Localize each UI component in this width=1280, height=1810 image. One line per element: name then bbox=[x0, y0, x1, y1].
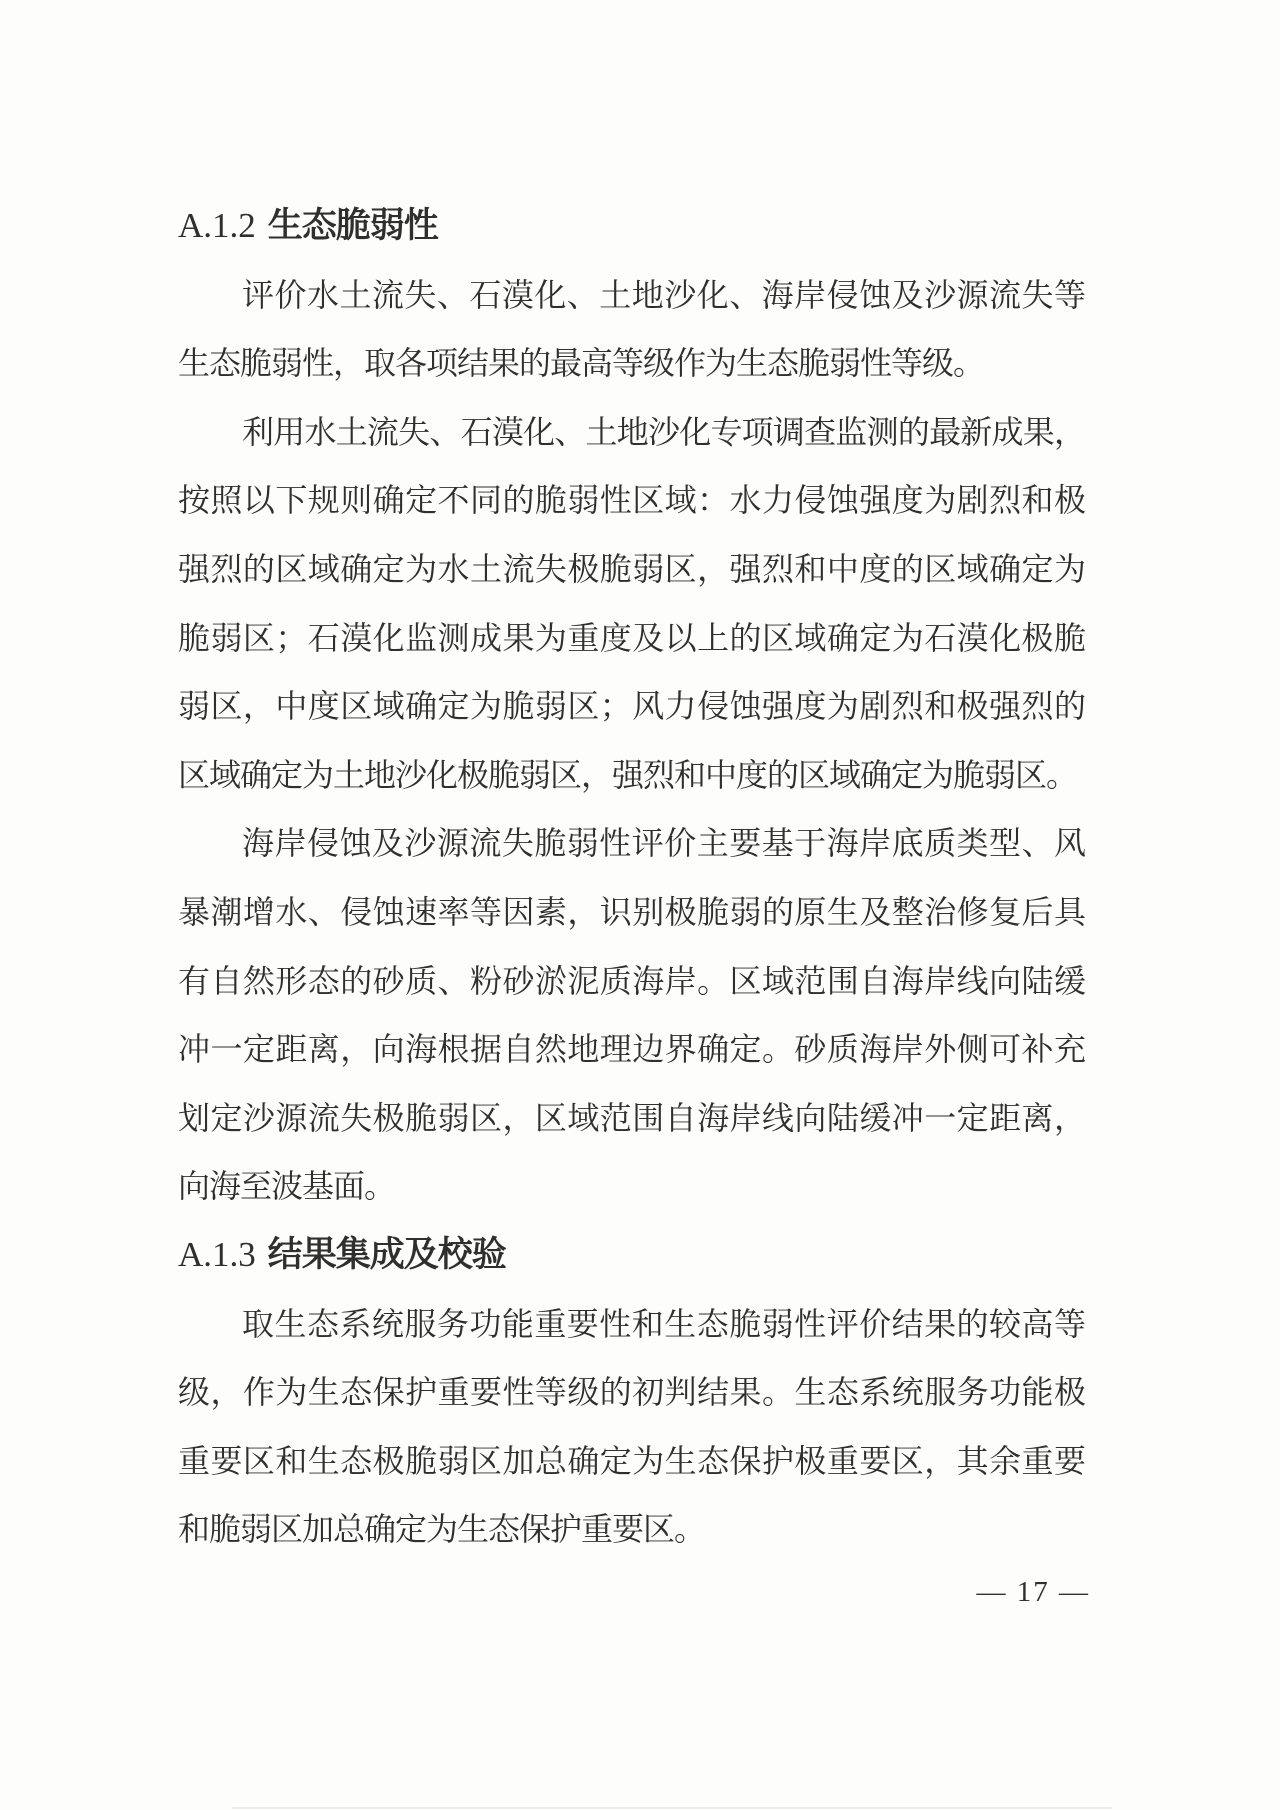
heading-number: A.1.3 bbox=[178, 1234, 256, 1274]
text-line: 海岸侵蚀及沙源流失脆弱性评价主要基于海岸底质类型、风 bbox=[242, 825, 1085, 862]
section-heading-a-1-2 bbox=[178, 192, 1085, 261]
text-block bbox=[178, 192, 1085, 1564]
page-number: — 17 — bbox=[976, 1576, 1090, 1608]
text-line: 弱区，中度区域确定为脆弱区；风力侵蚀强度为剧烈和极强烈的 bbox=[178, 688, 1085, 725]
text-line: 级，作为生态保护重要性等级的初判结果。生态系统服务功能极 bbox=[178, 1374, 1085, 1411]
text-line: 脆弱区；石漠化监测成果为重度及以上的区域确定为石漠化极脆 bbox=[178, 619, 1085, 656]
text-line: 暴潮增水、侵蚀速率等因素，识别极脆弱的原生及整治修复后具 bbox=[178, 893, 1085, 930]
text-line: 生态脆弱性，取各项结果的最高等级作为生态脆弱性等级。 bbox=[178, 345, 985, 382]
text-line: 有自然形态的砂质、粉砂淤泥质海岸。区域范围自海岸线向陆缓 bbox=[178, 962, 1085, 999]
text-line: 取生态系统服务功能重要性和生态脆弱性评价结果的较高等 bbox=[242, 1305, 1085, 1342]
section-heading-a-1-3 bbox=[178, 1221, 1085, 1290]
text-line: 向海至波基面。 bbox=[178, 1168, 396, 1205]
text-line: 冲一定距离，向海根据自然地理边界确定。砂质海岸外侧可补充 bbox=[178, 1031, 1085, 1068]
text-line: 按照以下规则确定不同的脆弱性区域：水力侵蚀强度为剧烈和极 bbox=[178, 482, 1085, 519]
text-line: 划定沙源流失极脆弱区，区域范围自海岸线向陆缓冲一定距离， bbox=[178, 1099, 1085, 1136]
heading-title: 结果集成及校验 bbox=[267, 1234, 506, 1274]
text-line: 重要区和生态极脆弱区加总确定为生态保护极重要区，其余重要 bbox=[178, 1442, 1085, 1479]
text-line: 和脆弱区加总确定为生态保护重要区。 bbox=[178, 1511, 706, 1548]
heading-title: 生态脆弱性 bbox=[267, 206, 438, 245]
page-edge-shadow bbox=[232, 1807, 1112, 1809]
text-line: 强烈的区域确定为水土流失极脆弱区，强烈和中度的区域确定为 bbox=[178, 550, 1085, 587]
heading-number: A.1.2 bbox=[178, 206, 256, 245]
text-line: 区域确定为土地沙化极脆弱区，强烈和中度的区域确定为脆弱区。 bbox=[178, 756, 1078, 793]
text-line: 利用水土流失、石漠化、土地沙化专项调查监测的最新成果， bbox=[242, 413, 1085, 450]
text-line: 评价水土流失、石漠化、土地沙化、海岸侵蚀及沙源流失等 bbox=[242, 276, 1085, 313]
